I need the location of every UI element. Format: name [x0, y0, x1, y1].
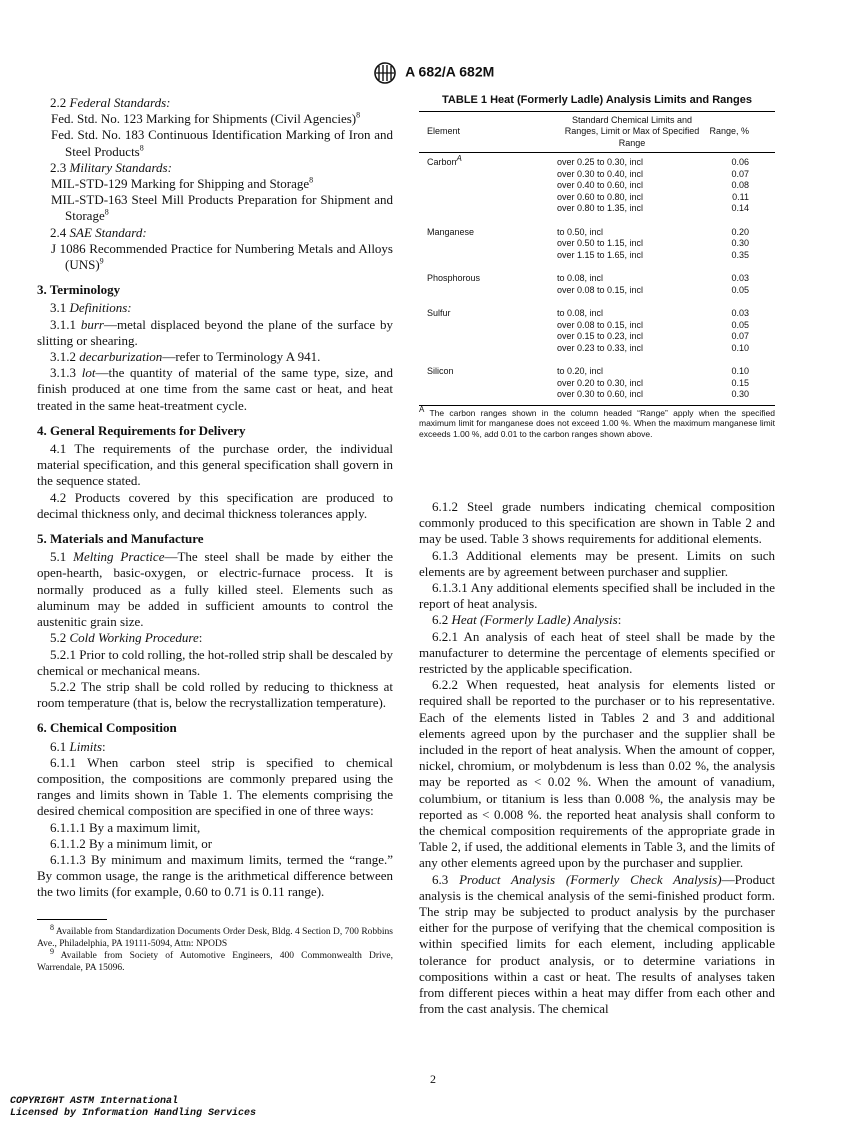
footnote-9: $^9$ Available from Society of Automotive Engineers, 400 Commonwealth Drive, Warrendale, PA 15096.	[37, 946, 393, 973]
right-column	[419, 499, 775, 1018]
limit-cell: over 0.20 to 0.30, incl	[557, 377, 644, 388]
range-cell: 0.10	[731, 366, 749, 376]
table-row	[419, 215, 775, 239]
element-cell	[419, 192, 557, 204]
table-row	[419, 153, 775, 169]
section-2-4: 2.4 SAE Standard:	[50, 224, 147, 240]
page-number: 2	[430, 1072, 436, 1086]
element-cell	[419, 331, 557, 343]
limit-cell: over 0.08 to 0.15, incl	[557, 284, 644, 295]
section-6-3: 6.3 Product Analysis (Formerly Check Analysis)—Product analysis is the chemical analysis of the semi-finished product form. The strip may be subjected to product analysis by the purchaser either for the purpose of verifying that the chemical composition is within specified limits for each element, including applicable tolerance for product analysis, or to determine variations in compositions within a cast or heat. The results of analyses taken from different pieces within a heat may differ from each other and from the cast analysis. The chemical	[419, 871, 776, 1017]
limit-cell: over 0.25 to 0.30, incl	[557, 157, 644, 167]
table-row	[419, 180, 775, 192]
left-column	[37, 95, 393, 974]
table-row	[419, 169, 775, 181]
table-row	[419, 285, 775, 297]
section-6-1-1: 6.1.1 When carbon steel strip is specified to chemical composition, the compositions are commonly prepared using the ranges and limits shown in Table 1. The elements comprising the desired chemical composition are specified in one of three ways:	[37, 754, 393, 819]
footnote-rule	[37, 919, 107, 920]
element-cell: Sulfur	[427, 308, 451, 318]
element-cell	[419, 320, 557, 332]
limit-cell: over 0.30 to 0.40, incl	[557, 168, 644, 179]
range-cell: 0.11	[732, 191, 749, 202]
table-row	[419, 192, 775, 204]
range-cell: 0.15	[731, 377, 749, 388]
limit-cell: over 0.23 to 0.33, incl	[557, 342, 644, 353]
element-cell	[419, 343, 557, 355]
element-cell	[419, 389, 557, 405]
copyright-footer	[10, 1096, 256, 1120]
range-cell: 0.20	[731, 226, 749, 237]
range-cell: 0.06	[731, 157, 749, 167]
section-4-2: 4.2 Products covered by this specification are produced to decimal thickness only, and decimal thickness tolerances apply.	[37, 489, 393, 521]
limit-cell: over 1.15 to 1.65, incl	[557, 249, 644, 260]
section-6-1-3: 6.1.3 Additional elements may be present. Limits on such elements are by agreement between purchaser and supplier.	[419, 547, 775, 579]
heading-chemical-composition: 6. Chemical Composition	[37, 720, 177, 736]
element-cell	[419, 203, 557, 215]
element-cell: Manganese	[427, 226, 475, 237]
designation: A 682/A 682M	[405, 63, 495, 80]
limit-cell: over 0.60 to 0.80, incl	[557, 191, 644, 202]
section-6-2-2: 6.2.2 When requested, heat analysis for elements listed or required shall be reported to the purchaser or to his representative. Each of the elements listed in Tables 2 and 3 and additional elements agreed upon by the purchaser and the supplier shall be included in the report of heat analysis. When the amount of copper, nickel, chromium, or molybdenum is less than 0.02 %, the analysis may be reported as < 0.02 %. When the amount of vanadium, columbium, or titanium is less than 0.008 %, the analysis may be reported as < 0.008 %. the reported heat analysis shall conform to the chemical composition requirements of the appropriate grade in Table 2, if used, the additional elements in Table 3, and the limits of any other elements agreed upon by the purchaser and supplier.	[419, 677, 775, 871]
limit-cell: over 0.80 to 1.35, incl	[557, 203, 644, 213]
ref-fed-std-123: Fed. Std. No. 123 Marking for Shipments (Civil Agencies)$^8$	[51, 110, 361, 127]
table-row	[419, 320, 775, 332]
limit-cell: over 0.50 to 1.15, incl	[557, 238, 644, 248]
range-cell: 0.35	[731, 249, 749, 260]
table-row	[419, 331, 775, 343]
heading-materials: 5. Materials and Manufacture	[37, 531, 204, 547]
heading-terminology: 3. Terminology	[37, 282, 121, 298]
ref-mil-std-129: MIL-STD-129 Marking for Shipping and Storage$^8$	[51, 175, 314, 192]
section-3-1: 3.1 Definitions:	[50, 300, 132, 316]
section-6-1-1-3: 6.1.1.3 By minimum and maximum limits, termed the “range.” By common usage, the range is the arithmetical difference between the two limits (for example, 0.60 to 0.71 is 0.11 range).	[37, 851, 393, 900]
section-5-2-1: 5.2.1 Prior to cold rolling, the hot-rolled strip shall be descaled by chemical or mechanical means.	[37, 646, 393, 678]
section-5-1: 5.1 Melting Practice—The steel shall be made by either the open-hearth, basic-oxygen, or electric-furnace process. It is normally produced as a fully killed steel. Elements such as aluminum may be added in sufficient amounts to control the austenitic grain size.	[37, 549, 394, 630]
section-6-1-1-1: 6.1.1.1 By a maximum limit,	[50, 819, 201, 835]
footer-line-1: COPYRIGHT ASTM International	[10, 1096, 179, 1107]
col-limits: Standard Chemical Limits and Ranges, Limit or Max of Specified Range	[564, 114, 700, 148]
range-cell: 0.07	[731, 331, 749, 341]
section-2-3: 2.3 Military Standards:	[50, 159, 172, 175]
section-5-2: 5.2 Cold Working Procedure:	[50, 630, 203, 646]
heading-general-requirements: 4. General Requirements for Delivery	[37, 422, 246, 438]
section-6-2: 6.2 Heat (Formerly Ladle) Analysis:	[432, 612, 622, 628]
col-element: Element	[427, 126, 461, 136]
table-title: TABLE 1 Heat (Formerly Ladle) Analysis Limits and Ranges	[442, 94, 752, 106]
table-row	[419, 343, 775, 355]
limit-cell: to 0.20, incl	[557, 366, 604, 376]
table-row	[419, 238, 775, 250]
limit-cell: over 0.15 to 0.23, incl	[557, 331, 644, 341]
limit-cell: over 0.30 to 0.60, incl	[557, 389, 707, 405]
element-cell: Carbon$^A$	[427, 154, 462, 167]
limit-cell: over 0.08 to 0.15, incl	[557, 319, 644, 330]
range-cell: 0.05	[731, 319, 749, 330]
table-row	[419, 354, 775, 378]
range-cell: 0.30	[731, 238, 749, 248]
col-range: Range, %	[709, 126, 749, 136]
section-6-1-3-1: 6.1.3.1 Any additional elements specified shall be included in the report of heat analysis.	[419, 580, 775, 612]
table-footnote: $^A$ The carbon ranges shown in the column headed “Range” apply when the specified maximum limit for manganese does not exceed 1.00 %. When the maximum manganese limit exceeds 1.00 %, add 0.01 to the carbon ranges shown above.	[419, 404, 775, 439]
limit-cell: to 0.08, incl	[557, 308, 604, 318]
document-header	[0, 62, 866, 84]
limit-cell: to 0.08, incl	[557, 273, 604, 283]
table-row	[419, 203, 775, 215]
section-6-1-2: 6.1.2 Steel grade numbers indicating chemical composition commonly produced to this specification are shown in Table 2 and may be used. Table 3 shows requirements for additional elements.	[419, 499, 775, 547]
table-row	[419, 261, 775, 285]
element-cell	[419, 169, 557, 181]
table-row	[419, 250, 775, 262]
table-row	[419, 296, 775, 320]
section-6-1: 6.1 Limits:	[50, 738, 106, 754]
footnote-8: $^8$ Available from Standardization Documents Order Desk, Bldg. 4 Section D, 700 Robbins Ave., Philadelphia, PA 19111-5094, Attn: NPODS	[37, 922, 393, 949]
section-6-2-1: 6.2.1 An analysis of each heat of steel shall be made by the manufacturer to determine the percentage of elements specified or restricted by the applicable specification.	[419, 628, 775, 677]
range-cell: 0.10	[731, 342, 749, 353]
element-cell	[419, 250, 557, 262]
range-cell: 0.03	[731, 308, 749, 318]
table-header-row	[419, 111, 775, 153]
astm-logo-icon	[372, 62, 398, 84]
ref-fed-std-183: Fed. Std. No. 183 Continuous Identification Marking of Iron and Steel Products$^8$	[51, 127, 393, 159]
limit-cell: over 0.40 to 0.60, incl	[557, 180, 644, 190]
footnotes	[37, 922, 393, 974]
range-cell: 0.07	[731, 168, 749, 179]
analysis-table	[419, 111, 775, 406]
section-6-1-1-2: 6.1.1.2 By a minimum limit, or	[50, 835, 213, 851]
section-5-2-2: 5.2.2 The strip shall be cold rolled by reducing to thickness at room temperature (that is, below the recrystallization temperature).	[37, 678, 393, 711]
table-row	[419, 378, 775, 390]
range-cell: 0.08	[731, 180, 749, 190]
range-cell: 0.03	[731, 273, 749, 283]
section-3-1-1: 3.1.1 burr—metal displaced beyond the plane of the surface by slitting or shearing.	[37, 316, 394, 348]
table-row	[419, 389, 775, 405]
ref-sae-j1086: J 1086 Recommended Practice for Numbering Metals and Alloys (UNS)$^9$	[51, 240, 393, 273]
section-3-1-2: 3.1.2 decarburization—refer to Terminology A 941.	[50, 349, 321, 365]
range-cell: 0.05	[731, 284, 749, 295]
element-cell	[419, 285, 557, 297]
table-1	[419, 95, 775, 439]
section-2-2: 2.2 Federal Standards:	[50, 95, 171, 110]
element-cell	[419, 378, 557, 390]
element-cell	[419, 180, 557, 192]
range-cell: 0.30	[707, 389, 775, 405]
section-4-1: 4.1 The requirements of the purchase order, the individual material specification, and this general specification shall govern in the sequence stated.	[37, 441, 393, 489]
footer-line-2: Licensed by Information Handling Services	[10, 1108, 257, 1119]
element-cell: Phosphorous	[427, 273, 481, 283]
table-body	[419, 153, 775, 406]
section-3-1-3: 3.1.3 lot—the quantity of material of the same type, size, and finish produced at one time from the same cast or heat, and heat treated in the same heat-treatment cycle.	[37, 365, 394, 413]
element-cell	[419, 238, 557, 250]
range-cell: 0.14	[731, 203, 749, 213]
limit-cell: to 0.50, incl	[557, 226, 604, 237]
element-cell: Silicon	[427, 366, 454, 376]
ref-mil-std-163: MIL-STD-163 Steel Mill Products Preparation for Shipment and Storage$^8$	[51, 192, 393, 224]
